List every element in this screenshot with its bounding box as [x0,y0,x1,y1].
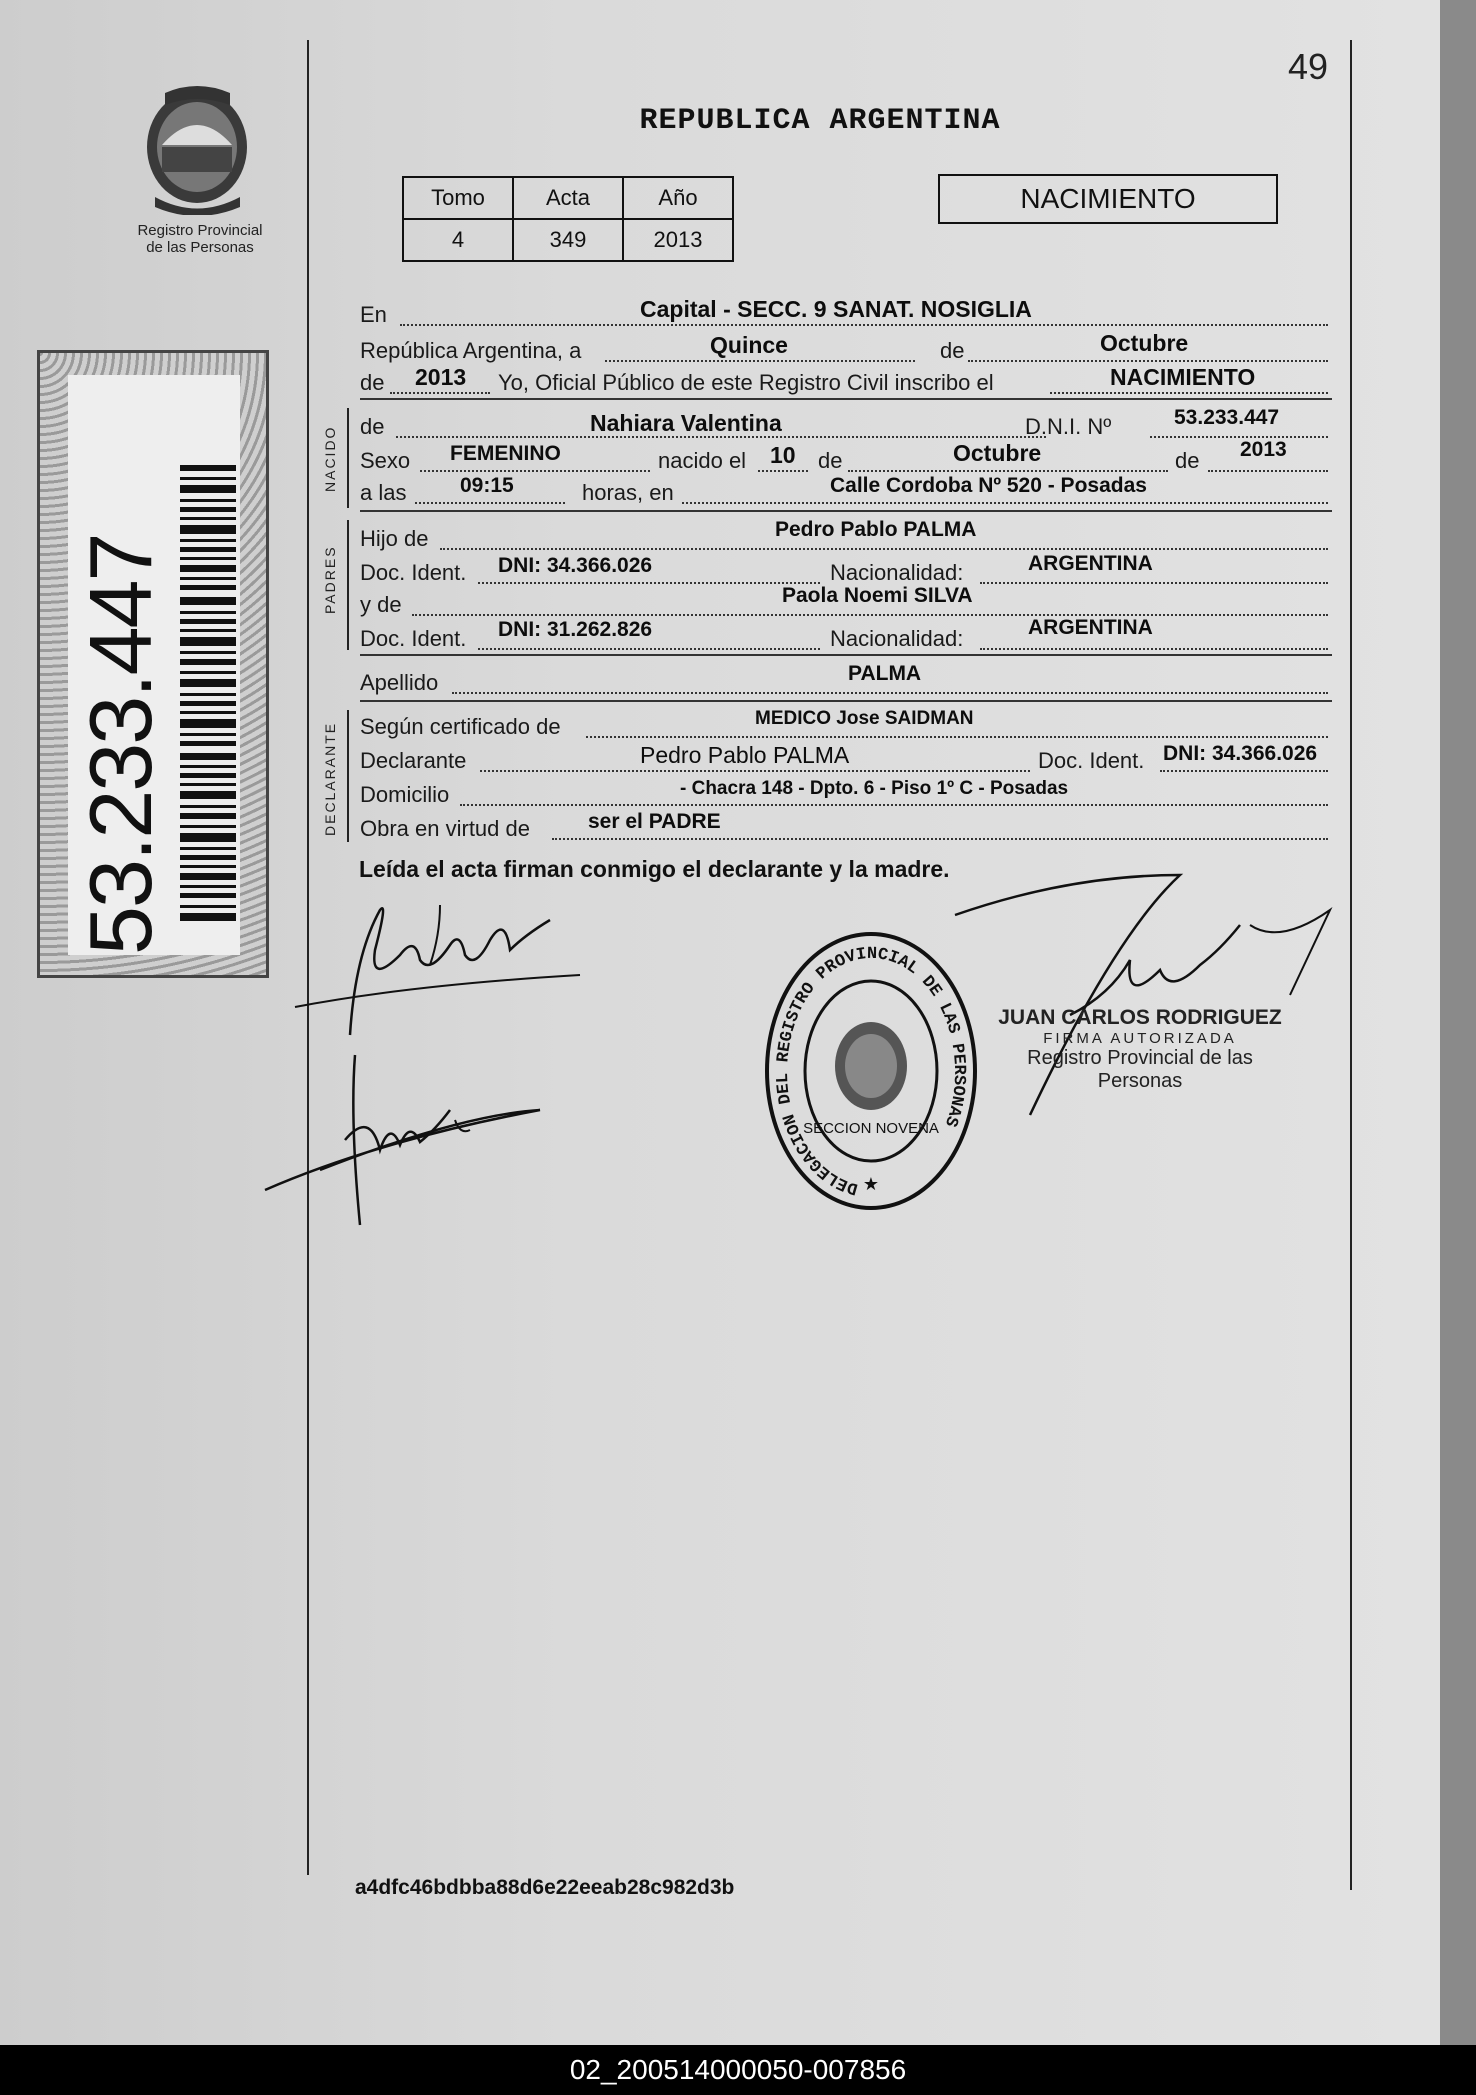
read-note: Leída el acta firman conmigo el declarante y la madre. [359,856,950,882]
official-stamp-icon [762,928,980,1214]
row-father-doc: Doc. Ident. DNI: 34.366.026 Nacionalidad: ARGENTINA [360,560,1330,590]
table-header-acta: Acta [513,177,623,219]
document-hash: a4dfc46bdbba88d6e22eeab28c982d3b [355,1876,735,1899]
table-value-tomo: 4 [403,219,513,261]
official-block [985,1006,1295,1093]
row-place [360,296,1330,332]
inscribo-value: NACIMIENTO [1110,364,1256,390]
row-address: Domicilio - Chacra 148 - Dpto. 6 - Piso 1º C - Posadas [360,782,1330,812]
row-mother-doc: Doc. Ident. DNI: 31.262.826 Nacionalidad: ARGENTINA [360,626,1330,656]
sex-value: FEMENINO [450,442,561,465]
table-value-anio: 2013 [623,219,733,261]
declarant-signature-icon [290,895,590,1045]
row-time: a las 09:15 horas, en Calle Cordoba Nº 520 - Posadas [360,480,1330,510]
official-name: JUAN CARLOS RODRIGUEZ [998,1006,1282,1029]
register-table [402,176,734,262]
act-type-box: NACIMIENTO [938,174,1278,224]
father-doc-value: DNI: 34.366.026 [498,554,653,577]
birth-place-value: Calle Cordoba Nº 520 - Posadas [830,474,1147,497]
father-nationality-value: ARGENTINA [1028,552,1153,575]
mother-value: Paola Noemi SILVA [782,584,973,607]
row-declarant: Declarante Pedro Pablo PALMA Doc. Ident. DNI: 34.366.026 [360,748,1330,778]
dni-value: 53.233.447 [1174,406,1280,429]
official-role: FIRMA AUTORIZADA [1043,1030,1237,1047]
table-header-tomo: Tomo [403,177,513,219]
obra-value: ser el PADRE [588,810,721,833]
declarant-value: Pedro Pablo PALMA [640,742,850,768]
stamp-inner-text: SECCION NOVENA [803,1120,939,1137]
row-father: Hijo de Pedro Pablo PALMA [360,526,1330,556]
declarant-doc-value: DNI: 34.366.026 [1163,742,1318,765]
side-label-padres: PADRES [322,545,338,614]
surname-value: PALMA [848,662,922,685]
time-value: 09:15 [460,474,514,497]
stamp-star-icon: ★ [862,1174,880,1194]
stamp-ring-text: DELEGACION DEL REGISTRO PROVINCIAL DE LAS PERSONAS [773,944,969,1198]
row-certificate: Según certificado de MEDICO Jose SAIDMAN [360,714,1330,744]
footer-caption: 02_200514000050-007856 [0,2045,1476,2095]
row-date: República Argentina, a Quince de Octubre [360,338,1330,368]
en-label: En [360,302,387,327]
row-name: de Nahiara Valentina D.N.I. Nº 53.233.447 [360,414,1330,444]
mother-nationality-value: ARGENTINA [1028,616,1153,639]
barcode-bars-icon [180,465,236,925]
place-value: Capital - SECC. 9 SANAT. NOSIGLIA [640,296,1032,322]
province-emblem-icon [140,85,255,215]
mother-signature-icon [260,1050,550,1230]
day-value: Quince [710,332,788,358]
barcode-number: 53.233.447 [71,534,170,955]
right-margin-line [1350,40,1352,1890]
barcode-sticker [37,350,269,978]
mother-doc-value: DNI: 31.262.826 [498,618,653,641]
row-obra: Obra en virtud de ser el PADRE [360,816,1330,846]
side-label-nacido: NACIDO [322,425,338,492]
year-value: 2013 [415,364,467,390]
father-value: Pedro Pablo PALMA [775,518,977,541]
child-name-value: Nahiara Valentina [590,410,782,436]
address-value: - Chacra 148 - Dpto. 6 - Piso 1º C - Posadas [680,778,1069,799]
birth-month-value: Octubre [953,440,1042,466]
table-header-anio: Año [623,177,733,219]
row-surname: Apellido PALMA [360,670,1330,700]
document-title: REPUBLICA ARGENTINA [639,104,1001,138]
official-office: Registro Provincial de las Personas [1027,1047,1253,1092]
registry-label: Registro Provincial de las Personas [137,222,263,256]
page-number: 49 [1288,46,1329,87]
certificate-value: MEDICO Jose SAIDMAN [755,708,974,729]
table-value-acta: 349 [513,219,623,261]
barcode-label [68,375,240,955]
birth-year-value: 2013 [1240,438,1287,461]
official-signature-icon [950,865,1340,1145]
page-edge [1440,0,1476,2045]
month-value: Octubre [1100,330,1189,356]
birth-day-value: 10 [770,442,796,468]
row-mother: y de Paola Noemi SILVA [360,592,1330,622]
side-label-declarante: DECLARANTE [322,721,338,836]
row-inscribo: de 2013 Yo, Oficial Público de este Registro Civil inscribo el NACIMIENTO [360,370,1330,400]
row-sex: Sexo FEMENINO nacido el 10 de Octubre de 2013 [360,448,1330,478]
